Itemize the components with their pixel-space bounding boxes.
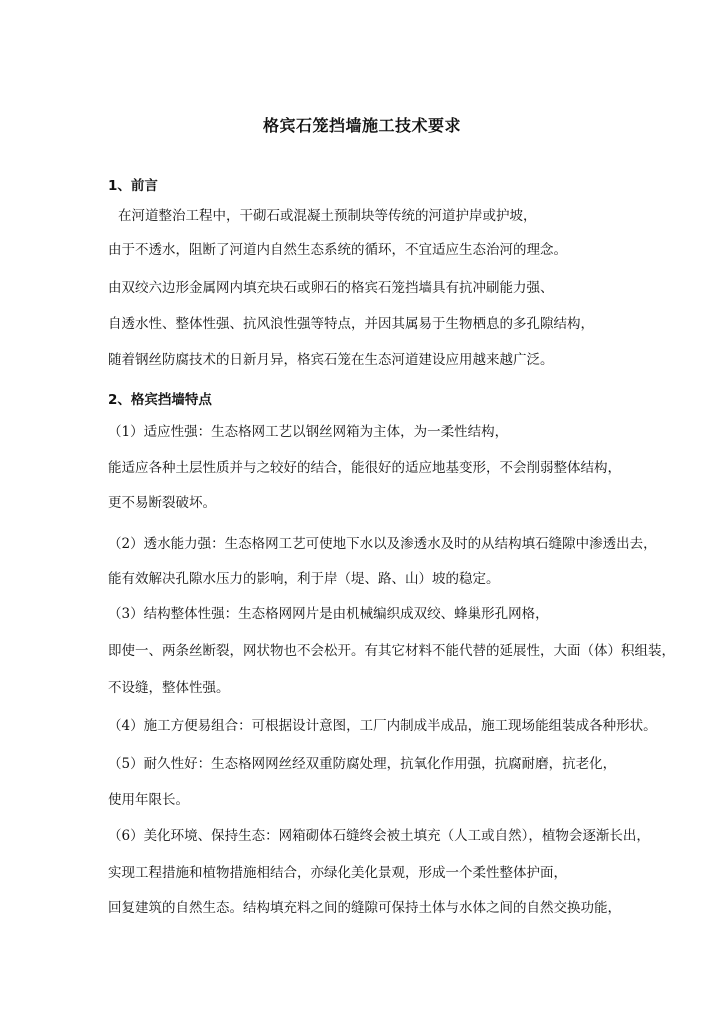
section-1-line: 由于不透水，阻断了河道内自然生态系统的循环，不宜适应生态治河的理念。 [108,242,567,258]
section-2-line: （1）适应性强：生态格网工艺以钢丝网箱为主体，为一柔性结构， [108,424,509,440]
section-2-line: 能有效解决孔隙水压力的影响，利于岸（堤、路、山）坡的稳定。 [108,571,500,587]
section-2-line: 回复建筑的自然生态。结构填充料之间的缝隙可保持土体与水体之间的自然交换功能， [108,900,621,916]
section-2-line: 更不易断裂破坏。 [108,495,216,511]
section-2-line: 实现工程措施和植物措施相结合，亦绿化美化景观，形成一个柔性整体护面， [108,865,567,881]
section-1-heading: 1、前言 [108,178,158,194]
section-1-line: 在河道整治工程中，干砌石或混凝土预制块等传统的河道护岸或护坡， [118,208,537,224]
section-2-line: 能适应各种土层性质并与之较好的结合，能很好的适应地基变形，不会削弱整体结构， [108,460,621,476]
section-2-line: 即使一、两条丝断裂，网状物也不会松开。有其它材料不能代替的延展性，大面（体）积组装， [108,643,675,659]
section-2-line: （2）透水能力强：生态格网工艺可使地下水以及渗透水及时的从结构填石缝隙中渗透出去， [108,536,657,552]
section-1-line: 由双绞六边形金属网内填充块石或卵石的格宾石笼挡墙具有抗冲刷能力强、 [108,280,554,296]
section-1-line: 自透水性、整体性强、抗风浪性强等特点，并因其属易于生物栖息的多孔隙结构， [108,316,594,332]
section-2-line: 使用年限长。 [108,792,189,808]
section-2-line: 不设缝，整体性强。 [108,680,230,696]
section-1-line: 随着钢丝防腐技术的日新月异，格宾石笼在生态河道建设应用越来越广泛。 [108,352,554,368]
section-2-heading: 2、格宾挡墙特点 [108,392,212,408]
section-2-line: （6）美化环境、保持生态：网箱砌体石缝终会被土填充（人工或自然），植物会逐渐长出， [108,828,650,844]
section-2-line: （4）施工方便易组合：可根据设计意图，工厂内制成半成品，施工现场能组装成各种形状。 [108,718,657,734]
section-2-line: （3）结构整体性强：生态格网网片是由机械编织成双绞、蜂巢形孔网格， [108,606,549,622]
document-title: 格宾石笼挡墙施工技术要求 [262,116,461,135]
section-2-line: （5）耐久性好：生态格网网丝经双重防腐处理，抗氧化作用强，抗腐耐磨，抗老化， [108,756,617,772]
